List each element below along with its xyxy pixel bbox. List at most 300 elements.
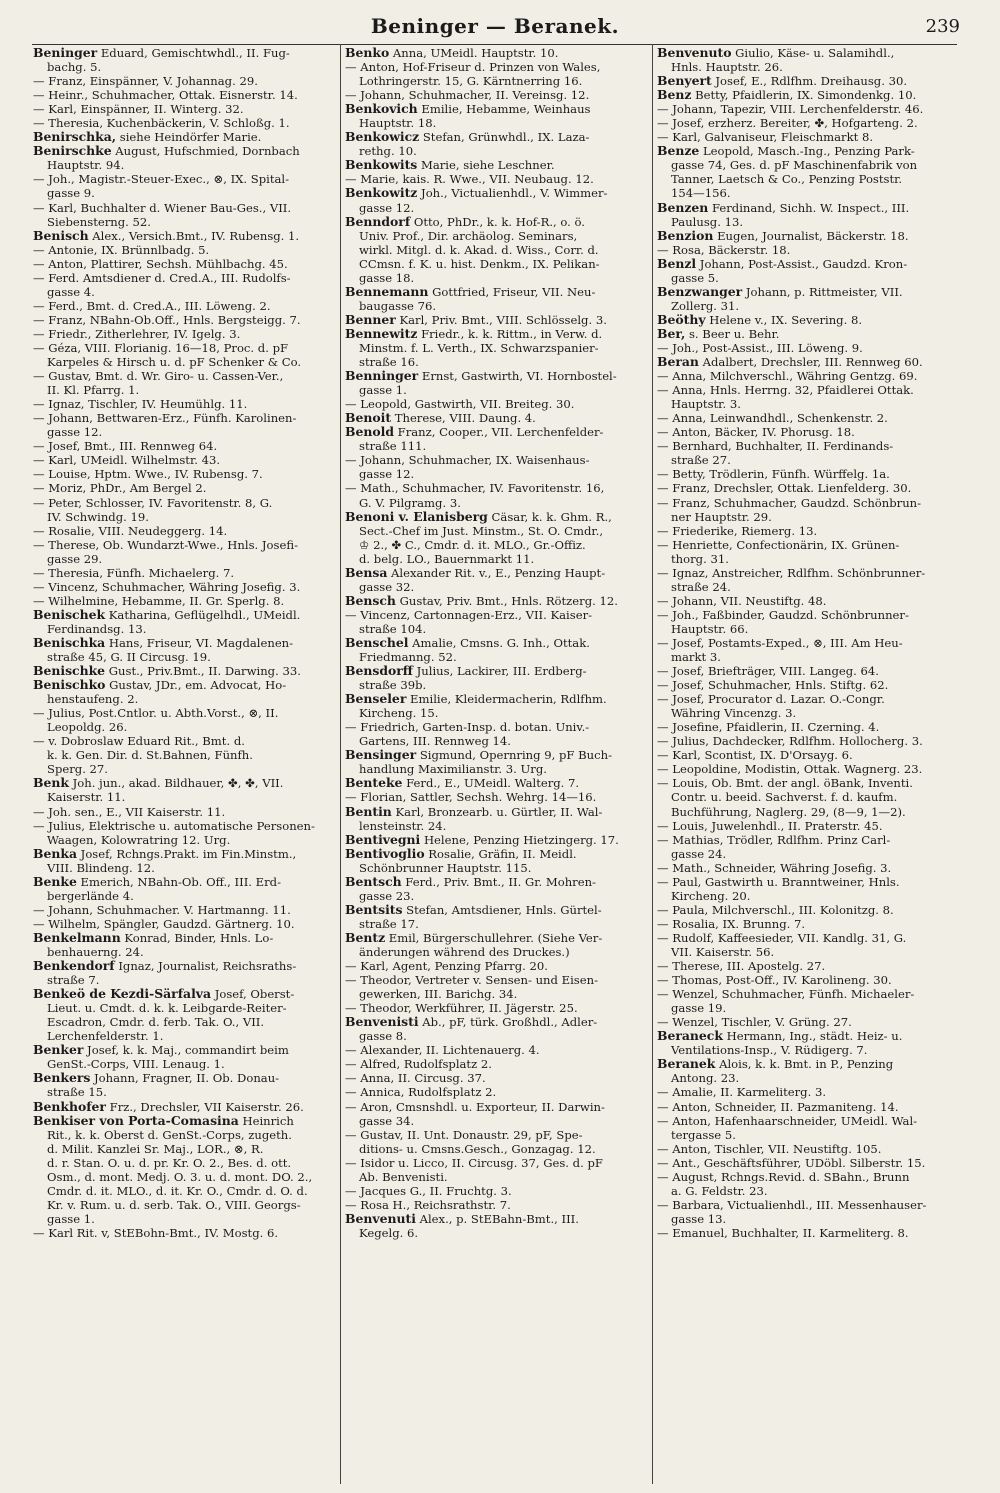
entry-line: Kegelg. 6.: [359, 1225, 419, 1240]
entry-line: — Rosa, Bäckerstr. 18.: [657, 242, 791, 257]
directory-entry: [657, 538, 960, 566]
entry-line: Währing Vincenzg. 3.: [671, 706, 797, 721]
directory-entry: [657, 285, 960, 313]
entry-line: [345, 327, 648, 341]
entry-line: — Franz, NBahn-Ob.Off., Hnls. Bergsteigg. 7.: [33, 312, 301, 327]
directory-entry: [345, 790, 648, 804]
entry-surname: Benirschka,: [33, 130, 117, 145]
directory-entry: [345, 130, 648, 158]
entry-line: [33, 987, 336, 1001]
entry-line: — Leopold, Gastwirth, VII. Breiteg. 30.: [345, 397, 575, 412]
entry-text: Friedr., k. k. Rittm., in Verw. d.: [417, 326, 603, 341]
entry-line: [345, 411, 648, 425]
entry-text: Alois, k. k. Bmt. in P., Penzing: [715, 1057, 894, 1072]
entry-text: August, Hufschmied, Dornbach: [111, 144, 300, 159]
directory-entry: [345, 215, 648, 285]
directory-entry: [345, 1212, 648, 1240]
entry-line: [33, 229, 336, 243]
entry-line: — Theodor, Vertreter v. Sensen- und Eisen-: [345, 973, 598, 988]
directory-entry: [345, 285, 648, 313]
entry-surname: Bensdorff: [345, 664, 413, 679]
directory-entry: [657, 664, 960, 678]
entry-text: Emilie, Hebamme, Weinhaus: [417, 102, 591, 117]
entry-line: [33, 678, 336, 692]
directory-entry: [345, 411, 648, 425]
entry-line: [345, 903, 648, 917]
entry-line: Lieut. u. Cmdt. d. k. k. Leibgarde-Reiter-: [47, 1001, 287, 1016]
directory-entry: [345, 664, 648, 692]
entry-line: a. G. Feldstr. 23.: [671, 1183, 768, 1198]
entry-text: Eduard, Gemischtwhdl., II. Fug-: [97, 46, 290, 60]
entry-line: — Antonie, IX. Brünnlbadg. 5.: [33, 242, 210, 257]
entry-line: Hauptstr. 3.: [671, 397, 741, 412]
entry-surname: Benoit: [345, 411, 392, 426]
entry-surname: Bentivegni: [345, 832, 421, 847]
entry-line: [345, 1212, 648, 1226]
entry-line: — Rosalie, VIII. Neudeggerg. 14.: [33, 523, 228, 538]
directory-entry: [345, 748, 648, 776]
entry-line: markt 3.: [671, 650, 721, 665]
directory-entry: [345, 833, 648, 847]
entry-line: [345, 369, 648, 383]
entry-line: — Louise, Hptm. Wwe., IV. Rubensg. 7.: [33, 467, 263, 482]
entry-surname: Bentsits: [345, 902, 403, 917]
directory-entry: [657, 692, 960, 720]
directory-entry: [345, 1184, 648, 1198]
directory-entry: [345, 327, 648, 369]
entry-line: ♔ 2., ✤ C., Cmdr. d. it. MLO., Gr.-Offiz.: [359, 537, 586, 552]
directory-entry: [345, 608, 648, 636]
entry-line: Univ. Prof., Dir. archäolog. Seminars,: [359, 228, 578, 243]
directory-entry: [657, 1100, 960, 1114]
directory-entry: [33, 566, 336, 580]
entry-line: Minstm. f. L. Verth., IX. Schwarzspanier-: [359, 340, 599, 355]
directory-entry: [33, 453, 336, 467]
entry-text: Leopold, Masch.-Ing., Penzing Park-: [699, 144, 915, 159]
entry-line: [345, 594, 648, 608]
entry-line: d. r. Stan. O. u. d. pr. Kr. O. 2., Bes. d. ott.: [47, 1155, 292, 1170]
entry-line: lensteinstr. 24.: [359, 818, 447, 833]
entry-text: Betty, Pfaidlerin, IX. Simondenkg. 10.: [691, 88, 917, 103]
entry-text: Karl, Priv. Bmt., VIII. Schlösselg. 3.: [395, 312, 607, 327]
directory-entry: [345, 720, 648, 748]
entry-text: Joh. jun., akad. Bildhauer, ✤, ✤, VII.: [68, 776, 284, 791]
entry-line: [33, 776, 336, 790]
entry-surname: Benirschke: [33, 144, 112, 159]
entry-surname: Benninger: [345, 369, 419, 384]
entry-surname: Benvenuto: [657, 46, 732, 60]
entry-surname: Beöthy: [657, 312, 706, 327]
entry-line: gasse 13.: [671, 1211, 727, 1226]
directory-entry: [33, 369, 336, 397]
entry-text: Konrad, Binder, Hnls. Lo-: [120, 930, 274, 945]
directory-entry: [657, 355, 960, 369]
entry-line: IV. Schwindg. 19.: [47, 509, 149, 524]
entry-line: [345, 158, 648, 172]
entry-surname: Benkers: [33, 1071, 91, 1086]
directory-entry: [345, 875, 648, 903]
entry-line: Sect.-Chef im Just. Minstm., St. O. Cmdr.,: [359, 523, 604, 538]
entry-line: [345, 186, 648, 200]
entry-line: — Karl, Einspänner, II. Winterg. 32.: [33, 102, 244, 117]
directory-entry: [33, 678, 336, 706]
entry-line: — Anna, Leinwandhdl., Schenkenstr. 2.: [657, 411, 888, 426]
entry-line: Paulusg. 13.: [671, 214, 744, 229]
entry-line: änderungen während des Druckes.): [359, 945, 570, 959]
entry-line: — Josef, Briefträger, VIII. Langeg. 64.: [657, 664, 879, 679]
entry-surname: Bennemann: [345, 284, 429, 299]
entry-line: [33, 847, 336, 861]
entry-line: Rit., k. k. Oberst d. GenSt.-Corps, zugeth.: [47, 1127, 292, 1142]
directory-entry: [657, 819, 960, 833]
directory-entry: [345, 313, 648, 327]
entry-line: — Jacques G., II. Fruchtg. 3.: [345, 1183, 512, 1198]
entry-line: Hnls. Hauptstr. 26.: [671, 60, 783, 75]
entry-line: Hauptstr. 18.: [359, 116, 437, 131]
directory-entry: [657, 959, 960, 973]
entry-line: [33, 959, 336, 973]
directory-entry: [33, 903, 336, 917]
entry-line: — Joh., Magistr.-Steuer-Exec., ⊗, IX. Spital-: [33, 172, 290, 187]
directory-entry: [33, 917, 336, 931]
entry-line: straße 39b.: [359, 678, 427, 693]
entry-line: — Karl Rit. v, StEBohn-Bmt., IV. Mostg. 6.: [33, 1225, 279, 1240]
directory-entry: [345, 1057, 648, 1071]
directory-entry: [657, 734, 960, 748]
entry-line: — Rosalia, IX. Brunng. 7.: [657, 916, 806, 931]
entry-text: Cäsar, k. k. Ghm. R.,: [487, 509, 612, 524]
entry-line: gasse 4.: [47, 284, 95, 299]
directory-entry: [657, 257, 960, 285]
entry-surname: Benkeö de Kezdi-Särfalva: [33, 987, 212, 1002]
directory-entry: [657, 608, 960, 636]
entry-line: — Ferd., Bmt. d. Cred.A., III. Löweng. 2.: [33, 298, 271, 313]
directory-entry: [657, 341, 960, 355]
directory-entry: [345, 903, 648, 931]
entry-surname: Benkowits: [345, 158, 418, 173]
directory-entry: [657, 313, 960, 327]
entry-line: Buchführung, Naglerg. 29, (8—9, 1—2).: [671, 804, 906, 819]
directory-entry: [345, 481, 648, 509]
directory-entry: [657, 481, 960, 495]
directory-entry: [33, 467, 336, 481]
directory-entry: [345, 1015, 648, 1043]
entry-surname: Benschel: [345, 635, 409, 650]
entry-line: Contr. u. beeid. Sachverst. f. d. kaufm.: [671, 790, 898, 805]
entry-line: [345, 510, 648, 524]
directory-entry: [657, 1226, 960, 1240]
entry-line: ner Hauptstr. 29.: [671, 509, 772, 524]
directory-entry: [345, 959, 648, 973]
entry-line: [33, 46, 336, 60]
entry-line: — Heinr., Schuhmacher, Ottak. Eisnerstr. 14.: [33, 88, 298, 103]
entry-line: straße 7.: [47, 973, 100, 988]
entry-text: Katharina, Geflügelhdl., UMeidl.: [105, 607, 301, 622]
entry-surname: Benkendorf: [33, 959, 115, 974]
directory-entry: [657, 1085, 960, 1099]
entry-line: Karpeles & Hirsch u. d. pF Schenker & Co.: [47, 355, 302, 370]
entry-line: [345, 805, 648, 819]
entry-surname: Benischko: [33, 678, 106, 693]
directory-entry: [657, 1057, 960, 1085]
entry-surname: Benvenisti: [345, 1015, 419, 1030]
entry-line: — Johann, Schuhmacher, II. Vereinsg. 12.: [345, 88, 590, 103]
directory-entry: [345, 172, 648, 186]
entry-line: — Gustav, Bmt. d. Wr. Giro- u. Cassen-Ver.,: [33, 369, 284, 384]
entry-line: — Wenzel, Schuhmacher, Fünfh. Michaeler-: [657, 987, 915, 1002]
entry-line: Tanner, Laetsch & Co., Penzing Poststr.: [671, 172, 903, 187]
directory-entry: [345, 1071, 648, 1085]
entry-line: — Joh. sen., E., VII Kaiserstr. 11.: [33, 804, 226, 819]
entry-text: Karl, Bronzearb. u. Gürtler, II. Wal-: [391, 804, 603, 819]
directory-entry: [657, 46, 960, 74]
entry-line: — Julius, Elektrische u. automatische Personen-: [33, 818, 315, 833]
entry-line: [657, 201, 960, 215]
entry-line: benhauerng. 24.: [47, 945, 144, 959]
entry-line: [345, 636, 648, 650]
entry-text: Rosalie, Gräfin, II. Meidl.: [424, 846, 577, 861]
directory-entry: [345, 102, 648, 130]
entry-surname: Benisch: [33, 228, 89, 243]
entry-surname: Benke: [33, 874, 77, 889]
entry-surname: Benko: [345, 46, 390, 60]
entry-line: GenSt.-Corps, VIII. Lenaug. 1.: [47, 1057, 225, 1072]
entry-surname: Benseler: [345, 692, 407, 707]
directory-entry: [345, 510, 648, 566]
directory-entry: [33, 580, 336, 594]
entry-text: Sigmund, Opernring 9, pF Buch-: [416, 748, 613, 763]
entry-surname: Benischke: [33, 664, 106, 679]
entry-text: Stefan, Grünwhdl., IX. Laza-: [419, 130, 590, 145]
directory-entry: [345, 1100, 648, 1128]
entry-line: Hauptstr. 94.: [47, 158, 125, 173]
directory-entry: [657, 917, 960, 931]
directory-entry: [33, 271, 336, 299]
directory-entry: [657, 425, 960, 439]
directory-entry: [33, 664, 336, 678]
entry-line: — Anton, Tischler, VII. Neustiftg. 105.: [657, 1141, 882, 1156]
entry-surname: Benteke: [345, 776, 403, 791]
entry-line: — Wilhelmine, Hebamme, II. Gr. Sperlg. 8.: [33, 593, 285, 608]
entry-surname: Beraneck: [657, 1029, 723, 1044]
entry-line: Ferdinandsg. 13.: [47, 621, 147, 636]
entry-text: Alex., Versich.Bmt., IV. Rubensg. 1.: [88, 228, 300, 243]
entry-line: straße 27.: [671, 453, 731, 468]
entry-line: — Johann, Schuhmacher. V. Hartmanng. 11.: [33, 902, 291, 917]
directory-entry: [33, 172, 336, 200]
entry-line: [657, 257, 960, 271]
entry-surname: Beninger: [33, 46, 98, 60]
entry-line: henstaufeng. 2.: [47, 692, 139, 707]
directory-entry: [657, 130, 960, 144]
entry-line: [657, 1029, 960, 1043]
directory-entry: [657, 1142, 960, 1156]
entry-line: k. k. Gen. Dir. d. St.Bahnen, Fünfh.: [47, 748, 253, 763]
entry-line: — Joh., Faßbinder, Gaudzd. Schönbrunner-: [657, 607, 909, 622]
entry-text: Hermann, Ing., städt. Heiz- u.: [722, 1029, 903, 1044]
entry-line: — Annica, Rudolfsplatz 2.: [345, 1085, 497, 1100]
entry-surname: Bentin: [345, 804, 392, 819]
column-divider: [340, 44, 341, 1484]
directory-entry: [345, 425, 648, 453]
directory-entry: [33, 1226, 336, 1240]
directory-entry: [345, 46, 648, 60]
entry-line: Lothringerstr. 15, G. Kärntnerring 16.: [359, 74, 583, 89]
entry-line: — Anton, Hof-Friseur d. Prinzen von Wales,: [345, 60, 601, 75]
directory-entry: [345, 566, 648, 594]
entry-line: straße 45, G. II Circusg. 19.: [47, 650, 211, 665]
directory-entry: [33, 734, 336, 776]
entry-line: gasse 74, Ges. d. pF Maschinenfabrik von: [671, 158, 918, 173]
entry-line: straße 111.: [359, 439, 427, 454]
entry-line: [657, 88, 960, 102]
entry-line: — Peter, Schlosser, IV. Favoritenstr. 8, G.: [33, 495, 273, 510]
entry-line: G. V. Pilgramg. 3.: [359, 495, 461, 510]
directory-entry: [33, 608, 336, 636]
entry-text: Anna, UMeidl. Hauptstr. 10.: [389, 46, 559, 60]
entry-line: [345, 847, 648, 861]
entry-text: Josef, E., Rdlfhm. Dreihausg. 30.: [711, 74, 908, 89]
entry-text: Josef, Oberst-: [211, 987, 295, 1002]
entry-line: — Josef, Schuhmacher, Hnls. Stiftg. 62.: [657, 678, 889, 693]
entry-line: rethg. 10.: [359, 144, 417, 159]
directory-entry: [657, 439, 960, 467]
page-header: [30, 14, 960, 48]
entry-line: straße 15.: [47, 1085, 107, 1100]
entry-line: handlung Maximilianstr. 3. Urg.: [359, 762, 547, 777]
entry-line: — Betty, Trödlerin, Fünfh. Würffelg. 1a.: [657, 467, 890, 482]
directory-entry: [345, 1001, 648, 1015]
entry-line: — Anton, Hafenhaarschneider, UMeidl. Wal-: [657, 1113, 918, 1128]
entry-line: [345, 102, 648, 116]
entry-line: — Wilhelm, Spängler, Gaudzd. Gärtnerg. 10.: [33, 916, 295, 931]
directory-entry: [33, 313, 336, 327]
entry-text: Julius, Lackirer, III. Erdberg-: [412, 664, 587, 679]
directory-entry: [33, 397, 336, 411]
entry-line: [33, 1100, 336, 1114]
directory-entry: [33, 341, 336, 369]
directory-entry: [657, 748, 960, 762]
entry-line: [345, 931, 648, 945]
directory-entry: [657, 74, 960, 88]
directory-entry: [657, 369, 960, 383]
entry-text: Heinrich: [238, 1113, 294, 1128]
entry-line: — Friedr., Zitherlehrer, IV. Igelg. 3.: [33, 326, 241, 341]
entry-line: — Anna, Hnls. Herrng. 32, Pfaidlerei Ottak.: [657, 383, 914, 398]
entry-surname: Benkiser von Porta-Comasina: [33, 1113, 239, 1128]
entry-line: [345, 215, 648, 229]
entry-surname: Benz: [657, 88, 692, 103]
directory-entry: [345, 158, 648, 172]
directory-entry: [33, 1043, 336, 1071]
entry-surname: Ber,: [657, 326, 686, 341]
directory-entry: [33, 102, 336, 116]
entry-line: — Ant., Geschäftsführer, UDöbl. Silberstr. 15.: [657, 1155, 926, 1170]
entry-line: — Therese, III. Apostelg. 27.: [657, 959, 826, 974]
directory-entry: [657, 931, 960, 959]
entry-line: — Bernhard, Buchhalter, II. Ferdinands-: [657, 439, 894, 454]
entry-line: — Math., Schuhmacher, IV. Favoritenstr. 16,: [345, 481, 605, 496]
entry-line: [657, 313, 960, 327]
entry-line: — Julius, Post.Cntlor. u. Abth.Vorst., ⊗, II.: [33, 706, 279, 721]
entry-line: [657, 74, 960, 88]
column-divider: [652, 44, 653, 1484]
entry-line: — Johann, VII. Neustiftg. 48.: [657, 593, 827, 608]
entry-line: — Gustav, II. Unt. Donaustr. 29, pF, Spe-: [345, 1127, 583, 1142]
entry-line: [345, 313, 648, 327]
directory-entry: [33, 1100, 336, 1114]
entry-line: bergerlände 4.: [47, 888, 134, 903]
directory-entry: [33, 496, 336, 524]
entry-line: [345, 875, 648, 889]
entry-line: — Theresia, Kuchenbäckerin, V. Schloßg. 1.: [33, 116, 290, 131]
entry-surname: Beran: [657, 355, 699, 370]
directory-entry: [33, 538, 336, 566]
directory-entry: [33, 875, 336, 903]
directory-entry: [657, 987, 960, 1015]
entry-line: — Josef, erzherz. Bereiter, ✤, Hofgarteng. 2.: [657, 116, 918, 131]
directory-entry: [345, 88, 648, 102]
entry-text: Gustav, Priv. Bmt., Hnls. Rötzerg. 12.: [395, 593, 618, 608]
directory-entry: [657, 720, 960, 734]
entry-surname: Bentsch: [345, 874, 402, 889]
entry-line: — Alfred, Rudolfsplatz 2.: [345, 1057, 492, 1072]
directory-entry: [345, 453, 648, 481]
entry-line: gasse 12.: [47, 425, 103, 440]
running-title: Beninger — Beranek.: [370, 14, 620, 38]
entry-line: gasse 9.: [47, 186, 95, 201]
directory-entry: [657, 594, 960, 608]
entry-line: — Franz, Schuhmacher, Gaudzd. Schönbrun-: [657, 495, 922, 510]
directory-entry: [33, 46, 336, 74]
entry-text: Johann, p. Rittmeister, VII.: [742, 284, 903, 299]
entry-surname: Benzen: [657, 200, 709, 215]
entry-line: — Karl, UMeidl. Wilhelmstr. 43.: [33, 453, 221, 468]
entry-line: straße 24.: [671, 579, 731, 594]
directory-entry: [657, 1114, 960, 1142]
entry-line: gewerken, III. Barichg. 34.: [359, 987, 518, 1002]
directory-entry: [657, 833, 960, 861]
entry-text: Hans, Friseur, VI. Magdalenen-: [105, 635, 294, 650]
entry-surname: Benkovich: [345, 102, 418, 117]
directory-entry: [657, 467, 960, 481]
entry-text: Otto, PhDr., k. k. Hof-R., o. ö.: [410, 214, 585, 229]
entry-surname: Benkowicz: [345, 130, 420, 145]
entry-line: — Anna, II. Circusg. 37.: [345, 1071, 486, 1086]
directory-entry: [657, 327, 960, 341]
entry-line: wirkl. Mitgl. d. k. Akad. d. Wiss., Corr. d.: [359, 242, 599, 257]
entry-line: bachg. 5.: [47, 60, 102, 75]
directory-entry: [33, 1071, 336, 1099]
directory-entry: [33, 706, 336, 734]
directory-entry: [33, 74, 336, 88]
directory-entry: [33, 130, 336, 144]
directory-entry: [657, 1015, 960, 1029]
entry-text: Alexander Rit. v., E., Penzing Haupt-: [387, 565, 606, 580]
entry-line: — Louis, Juwelenhdl., II. Praterstr. 45.: [657, 818, 883, 833]
entry-surname: Benold: [345, 425, 394, 440]
directory-entry: [345, 931, 648, 959]
entry-line: gasse 23.: [359, 888, 415, 903]
directory-entry: [345, 1128, 648, 1156]
directory-entry: [657, 1156, 960, 1170]
entry-surname: Bensch: [345, 593, 396, 608]
entry-line: gasse 1.: [47, 1211, 95, 1226]
entry-text: Marie, siehe Leschner.: [417, 158, 555, 173]
directory-entry: [657, 566, 960, 594]
entry-line: [33, 636, 336, 650]
entry-line: [33, 931, 336, 945]
